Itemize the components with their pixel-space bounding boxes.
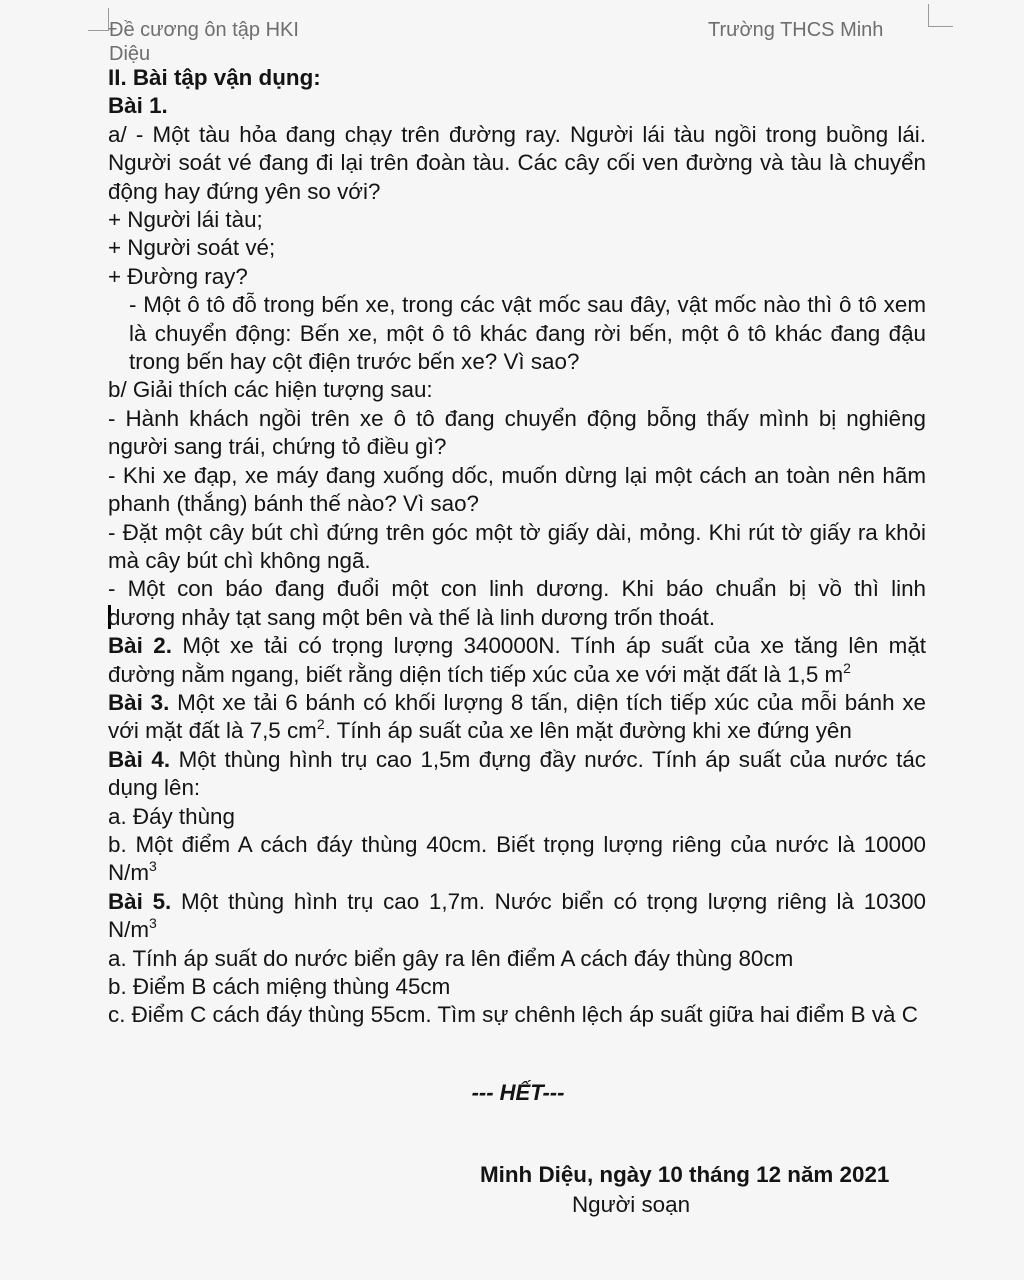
bai4-b-text: b. Một điểm A cách đáy thùng 40cm. Biết trọng lượng riêng của nước là 10000 N/m bbox=[108, 831, 926, 886]
bai1-b4-line1: - Một con báo đang đuổi một con linh dương. Khi báo chuẩn bị vồ thì linh bbox=[108, 576, 926, 602]
bai5 bbox=[108, 888, 926, 945]
document-body bbox=[108, 64, 926, 1030]
bai1-b1: - Hành khách ngồi trên xe ô tô đang chuyển động bỗng thấy mình bị nghiêng người sang trái, chứng tỏ điều gì? bbox=[108, 405, 926, 460]
bai1-title: Bài 1. bbox=[108, 93, 168, 119]
bai5-title: Bài 5. bbox=[108, 888, 172, 914]
bai3-text1: Một xe tải 6 bánh có khối lượng 8 tấn, diện tích tiếp xúc của mỗi bánh xe với mặt đất là 7,5 cm bbox=[108, 689, 926, 744]
bai1-a2-text: - Một ô tô đỗ trong bến xe, trong các vật mốc sau đây, vật mốc nào thì ô tô xem là chuyển động: Bến xe, một ô tô khác đang rời bến, một ô tô khác đang đậu trong bến hay cột điện trước bến xe? Vì sao? bbox=[129, 292, 926, 375]
bai1-b4-line2: dương nhảy tạt sang một bên và thế là linh dương trốn thoát. bbox=[108, 604, 716, 630]
bai5-sup: 3 bbox=[149, 915, 157, 932]
bai5-c: c. Điểm C cách đáy thùng 55cm. Tìm sự chênh lệch áp suất giữa hai điểm B và C bbox=[108, 1002, 918, 1028]
bai4-b-sup: 3 bbox=[149, 858, 157, 875]
bai2 bbox=[108, 632, 926, 689]
bai2-title: Bài 2. bbox=[108, 633, 172, 659]
bai1-item-3: + Đường ray? bbox=[108, 263, 248, 289]
bai2-sup: 2 bbox=[843, 659, 851, 676]
bai5-a: a. Tính áp suất do nước biển gây ra lên điểm A cách đáy thùng 80cm bbox=[108, 945, 794, 971]
bai1-a-text: a/ - Một tàu hỏa đang chạy trên đường ray. Người lái tàu ngồi trong buồng lái. Người soát vé đang đi lại trên đoàn tàu. Các cây cối ven đường và tàu là chuyển động hay đứng yên so với? bbox=[108, 121, 926, 204]
bai4-text: Một thùng hình trụ cao 1,5m đựng đầy nước. Tính áp suất của nước tác dụng lên: bbox=[108, 746, 926, 801]
bai4-title: Bài 4. bbox=[108, 746, 171, 772]
header-school-wrap: Diệu bbox=[109, 43, 151, 65]
bai5-text: Một thùng hình trụ cao 1,7m. Nước biển có trọng lượng riêng là 10300 N/m bbox=[108, 888, 926, 943]
bai3-text2: . Tính áp suất của xe lên mặt đường khi xe đứng yên bbox=[324, 718, 852, 744]
bai1-item-2: + Người soát vé; bbox=[108, 235, 276, 261]
bai3 bbox=[108, 689, 926, 746]
bai1-b4-line2-wrap bbox=[108, 604, 926, 632]
author-label: Người soạn bbox=[572, 1192, 691, 1217]
bai2-text: Một xe tải có trọng lượng 340000N. Tính áp suất của xe tăng lên mặt đường nằm ngang, biết rằng diện tích tiếp xúc của xe với mặt đất là 1,5 m bbox=[108, 633, 926, 687]
bai1-b2: - Khi xe đạp, xe máy đang xuống dốc, muốn dừng lại một cách an toàn nên hãm phanh (thắng) bánh thế nào? Vì sao? bbox=[108, 462, 926, 517]
bai4-a: a. Đáy thùng bbox=[108, 803, 235, 829]
section-title: II. Bài tập vận dụng: bbox=[108, 65, 321, 90]
bai1-item-1: + Người lái tàu; bbox=[108, 207, 263, 233]
bai4 bbox=[108, 746, 926, 803]
signature-line: Minh Diệu, ngày 10 tháng 12 năm 2021 bbox=[480, 1162, 890, 1187]
header-left bbox=[109, 18, 339, 66]
crop-mark-top-right bbox=[928, 4, 953, 27]
bai4-b bbox=[108, 831, 926, 888]
bai3-sup: 2 bbox=[316, 716, 325, 733]
end-mark: --- HẾT--- bbox=[471, 1080, 565, 1105]
header-school-name: Trường THCS Minh bbox=[708, 19, 884, 41]
bai5-b: b. Điểm B cách miệng thùng 45cm bbox=[108, 974, 451, 999]
bai1-b3: - Đặt một cây bút chì đứng trên góc một tờ giấy dài, mỏng. Khi rút tờ giấy ra khỏi mà cây bút chì không ngã. bbox=[108, 519, 926, 573]
bai3-title: Bài 3. bbox=[108, 689, 170, 715]
header-left-title: Đề cương ôn tập HKI bbox=[109, 19, 299, 41]
bai1-b-title: b/ Giải thích các hiện tượng sau: bbox=[108, 377, 433, 403]
crop-mark-top-left bbox=[88, 8, 109, 31]
